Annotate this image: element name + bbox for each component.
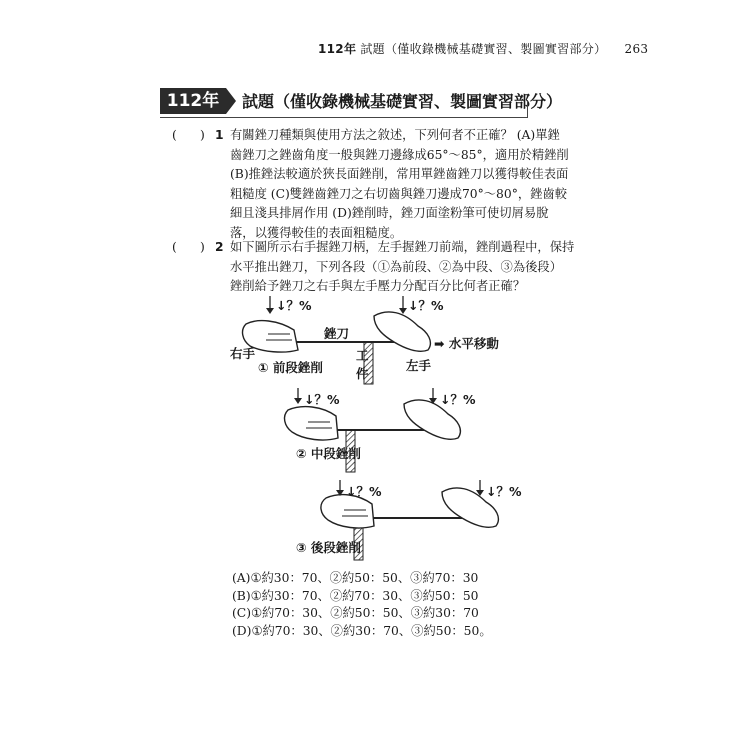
pressure-label-left: ↓？%	[408, 298, 444, 313]
question-number: 1	[215, 128, 224, 142]
option-c: (C)①約70：30、②約50：50、③約30：70	[232, 606, 479, 620]
pressure-label-left: ↓？%	[440, 392, 476, 407]
answer-blank-right: )	[200, 240, 205, 254]
running-head-year: 112年	[318, 42, 357, 56]
question-2-options	[232, 570, 492, 640]
question-line: 銼削給予銼刀之右手與左手壓力分配百分比何者正確？	[230, 279, 526, 293]
answer-blank	[172, 238, 206, 258]
question-text	[230, 238, 575, 297]
question-line: 如下圖所示右手握銼刀柄，左手握銼刀前端，銼削過程中，保持	[230, 240, 575, 254]
question-line: 水平推出銼刀，下列各段（①為前段、②為中段、③為後段）	[230, 259, 563, 274]
workpiece-label: 工	[356, 348, 369, 363]
answer-blank-right: )	[200, 128, 205, 142]
pressure-label-right: ↓？%	[346, 484, 382, 499]
file-label: 銼刀	[324, 326, 350, 341]
section-title: 試題（僅收錄機械基礎實習、製圖實習部分）	[242, 92, 563, 111]
filing-figure	[228, 294, 528, 564]
question-line: 粗糙度 (C)雙銼齒銼刀之右切齒與銼刀邊成70°～80°，銼齒較	[230, 186, 568, 201]
stage-label: ③ 後段銼削	[296, 540, 361, 555]
question-line: 齒銼刀之銼齒角度一般與銼刀邊緣成65°～85°，適用於精銼削	[230, 147, 569, 162]
pressure-label-right: ↓？%	[276, 298, 312, 313]
section-corner-line	[527, 100, 528, 118]
right-hand-label: 右手	[230, 346, 256, 361]
section-year-tag: 112年	[160, 88, 226, 114]
question-line: (B)推銼法較適於狹長面銼削，常用單銼齒銼刀以獲得較佳表面	[230, 167, 569, 181]
question-line: 落，以獲得較佳的表面粗糙度。	[230, 225, 403, 240]
page-number: 263	[624, 42, 649, 56]
option-a: (A)①約30：70、②約50：50、③約70：30	[232, 571, 479, 585]
left-hand	[374, 312, 430, 351]
answer-blank-left: (	[172, 128, 177, 142]
stage-label: ① 前段銼削	[258, 360, 323, 375]
left-hand-label: 左手	[406, 358, 432, 373]
answer-blank	[172, 126, 206, 146]
option-b: (B)①約30：70、②約70：30、③約50：50	[232, 588, 479, 603]
pressure-label-left: ↓？%	[486, 484, 522, 499]
running-head-title: 試題（僅收錄機械基礎實習、製圖實習部分）	[360, 42, 607, 56]
stage-label: ② 中段銼削	[296, 446, 361, 461]
pressure-label-right: ↓？%	[304, 392, 340, 407]
question-line: 有關銼刀種類與使用方法之敘述，下列何者不正確？ (A)單銼	[230, 128, 560, 142]
question-number: 2	[215, 240, 224, 254]
running-head	[318, 40, 648, 57]
question-text	[230, 126, 570, 243]
section-banner	[160, 88, 563, 114]
answer-blank-left: (	[172, 240, 177, 254]
option-d: (D)①約70：30、②約30：70、③約50：50。	[232, 623, 492, 638]
horizontal-motion-label: ➡ 水平移動	[434, 336, 499, 351]
question-line: 細且淺具排屑作用 (D)銼削時，銼刀面塗粉筆可使切屑易脫	[230, 206, 549, 220]
workpiece-label: 件	[356, 366, 369, 381]
right-hand	[285, 407, 338, 440]
section-underline	[160, 117, 528, 118]
